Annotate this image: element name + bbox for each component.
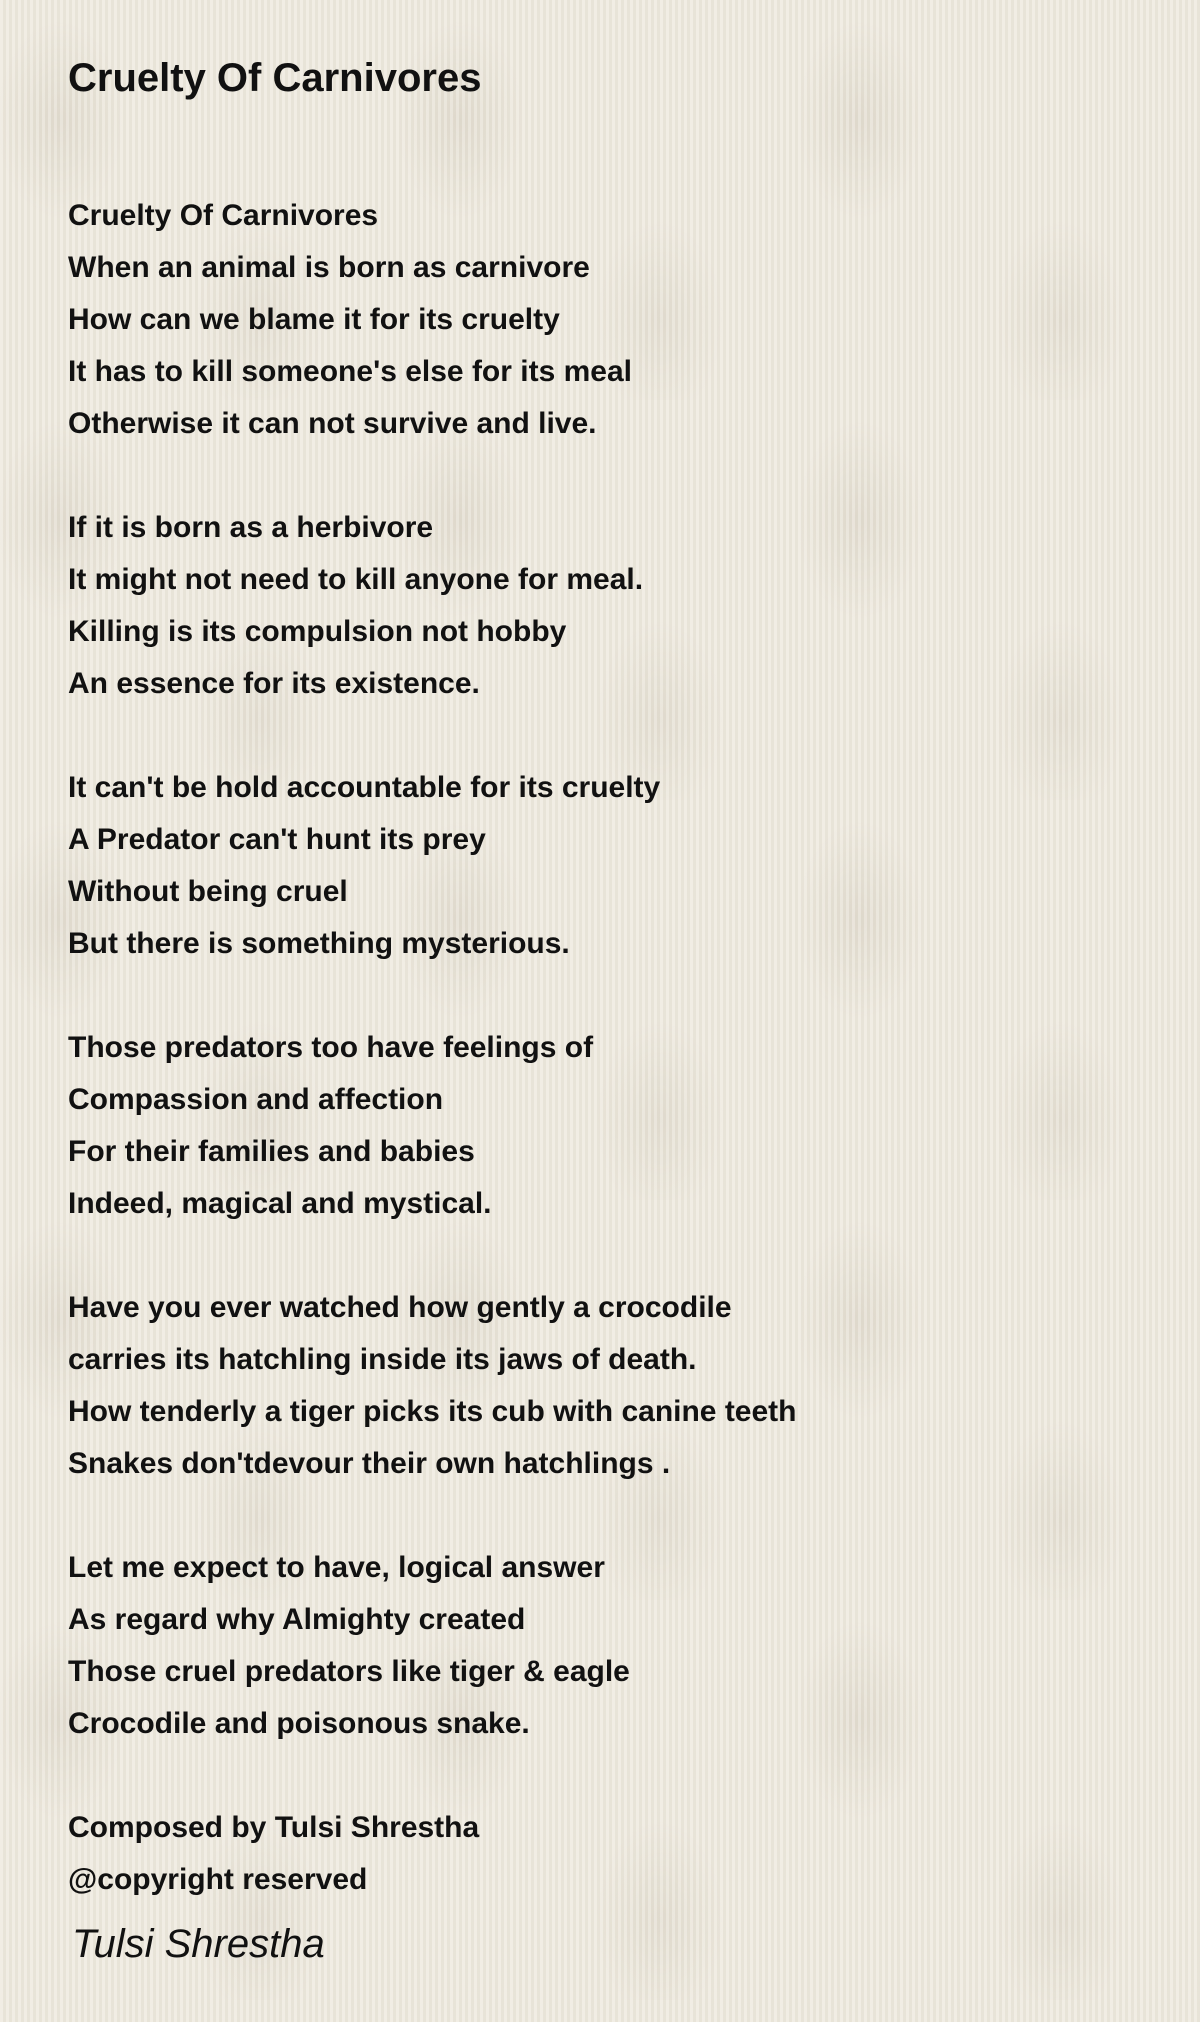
poem-line: Compassion and affection	[68, 1083, 444, 1116]
stanza	[68, 1022, 1132, 1230]
poem-line: An essence for its existence.	[68, 667, 480, 700]
poem-line: Cruelty Of Carnivores	[68, 199, 379, 232]
poem-line: If it is born as a herbivore	[68, 511, 434, 544]
poem-line: It might not need to kill anyone for meal.	[68, 563, 644, 596]
poem-title: Cruelty Of Carnivores	[68, 56, 482, 100]
poem-line: Those predators too have feelings of	[68, 1031, 594, 1064]
stanza	[68, 190, 1132, 450]
poem-line: Otherwise it can not survive and live.	[68, 407, 597, 440]
poem-line: When an animal is born as carnivore	[68, 251, 590, 284]
poem-line: How can we blame it for its cruelty	[68, 303, 560, 336]
poem-body	[68, 190, 1132, 1906]
poem-page	[68, 48, 1132, 1958]
poem-line: Composed by Tulsi Shrestha	[68, 1811, 480, 1844]
author-name: Tulsi Shrestha	[72, 1922, 325, 1966]
poem-line: Those cruel predators like tiger & eagle	[68, 1655, 630, 1688]
poem-line: Without being cruel	[68, 875, 348, 908]
poem-line: Crocodile and poisonous snake.	[68, 1707, 530, 1740]
stanza	[68, 502, 1132, 710]
stanza	[68, 1802, 1132, 1906]
poem-line: But there is something mysterious.	[68, 927, 570, 960]
poem-line: It can't be hold accountable for its cruelty	[68, 771, 661, 804]
stanza	[68, 1282, 1132, 1490]
poem-line: Have you ever watched how gently a crocodile	[68, 1291, 732, 1324]
poem-line: A Predator can't hunt its prey	[68, 823, 486, 856]
stanza	[68, 762, 1132, 970]
poem-line: As regard why Almighty created	[68, 1603, 526, 1636]
poem-line: @copyright reserved	[68, 1863, 368, 1896]
poem-line: Indeed, magical and mystical.	[68, 1187, 492, 1220]
stanza	[68, 1542, 1132, 1750]
poem-line: Killing is its compulsion not hobby	[68, 615, 567, 648]
poem-line: Let me expect to have, logical answer	[68, 1551, 605, 1584]
poem-line: Snakes don'tdevour their own hatchlings .	[68, 1447, 671, 1480]
poem-line: It has to kill someone's else for its meal	[68, 355, 632, 388]
poem-line: How tenderly a tiger picks its cub with canine teeth	[68, 1395, 797, 1428]
poem-line: carries its hatchling inside its jaws of death.	[68, 1343, 697, 1376]
poem-line: For their families and babies	[68, 1135, 475, 1168]
